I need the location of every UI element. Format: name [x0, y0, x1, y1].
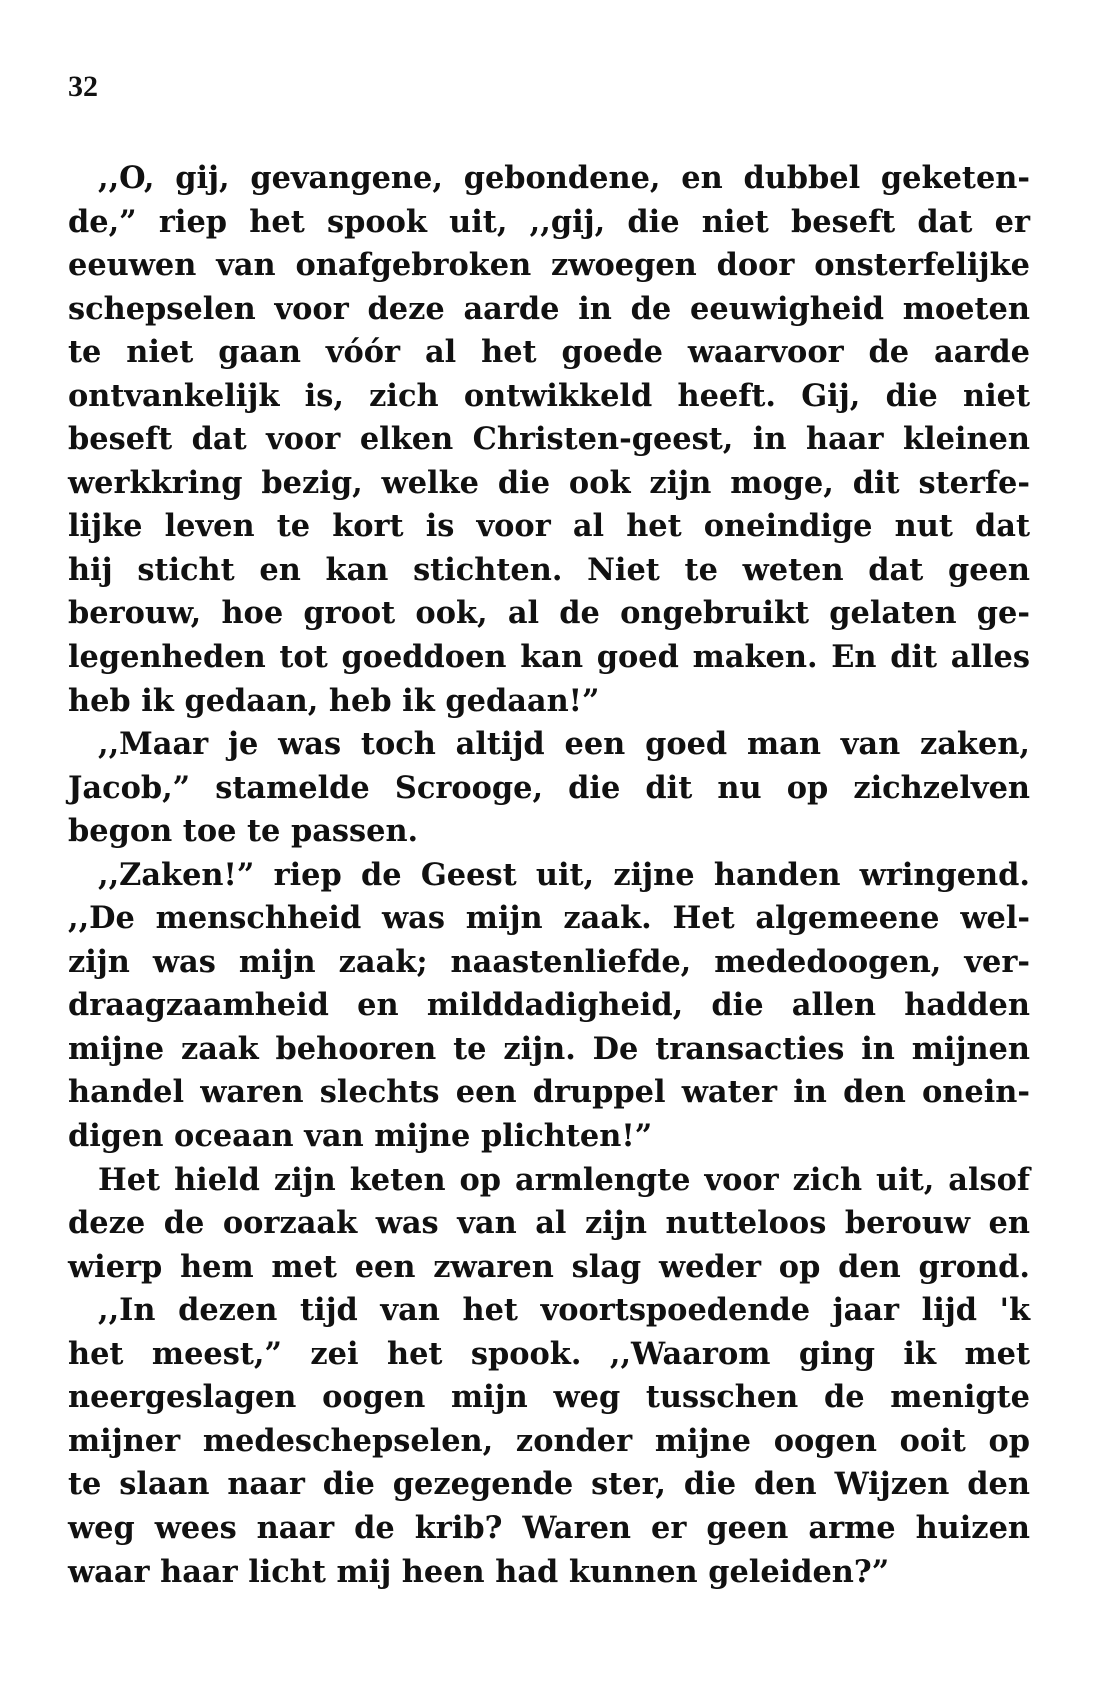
text-line: schepselen voor deze aarde in de eeuwigheid moeten [68, 290, 1030, 327]
text-line: weg wees naar de krib? Waren er geen arme huizen [68, 1509, 1030, 1546]
text-line: handel waren slechts een druppel water in den onein- [68, 1074, 1030, 1111]
text-line: eeuwen van onafgebroken zwoegen door onsterfelijke [68, 247, 1030, 284]
text-line: hij sticht en kan stichten. Niet te weten dat geen [68, 551, 1030, 588]
text-line: waar haar licht mij heen had kunnen geleiden?” [68, 1553, 890, 1590]
text-line: ,,In dezen tijd van het voortspoedende jaar lijd 'k [98, 1292, 1030, 1329]
text-line: ontvankelijk is, zich ontwikkeld heeft. Gij, die niet [68, 377, 1030, 414]
text-line: te niet gaan vóór al het goede waarvoor de aarde [68, 334, 1030, 371]
text-line: zijn was mijn zaak; naastenliefde, mededoogen, ver- [68, 943, 1030, 980]
text-line: werkkring bezig, welke die ook zijn moge, dit sterfe- [68, 464, 1030, 501]
text-line: wierp hem met een zwaren slag weder op den grond. [68, 1248, 1030, 1285]
text-line: ,,O, gij, gevangene, gebondene, en dubbel geketen- [98, 160, 1030, 196]
text-line: ,,De menschheid was mijn zaak. Het algemeene wel- [68, 900, 1030, 937]
text-line: legenheden tot goeddoen kan goed maken. En dit alles [68, 639, 1030, 676]
text-line: de,” riep het spook uit, ,,gij, die niet beseft dat er [68, 203, 1030, 240]
text-line: mijner medeschepselen, zonder mijne oogen ooit op [68, 1422, 1030, 1459]
text-line: mijne zaak behooren te zijn. De transacties in mijnen [68, 1030, 1030, 1067]
text-line: deze de oorzaak was van al zijn nutteloos berouw en [68, 1205, 1030, 1242]
text-line: ,,Zaken!” riep de Geest uit, zijne handen wringend. [98, 856, 1030, 893]
text-line: digen oceaan van mijne plichten!” [68, 1118, 653, 1155]
text-line: te slaan naar die gezegende ster, die den Wijzen den [68, 1466, 1030, 1503]
text-line: begon toe te passen. [68, 813, 419, 850]
text-line: lijke leven te kort is voor al het oneindige nut dat [68, 508, 1030, 545]
text-line: berouw, hoe groot ook, al de ongebruikt gelaten ge- [68, 595, 1030, 632]
text-line: het meest,” zei het spook. ,,Waarom ging ik met [68, 1335, 1030, 1372]
body-text [68, 157, 1030, 1594]
text-line: draagzaamheid en milddadigheid, die allen hadden [68, 987, 1030, 1024]
text-line: Jacob,” stamelde Scrooge, die dit nu op zichzelven [68, 769, 1030, 806]
text-line: neergeslagen oogen mijn weg tusschen de menigte [68, 1379, 1030, 1416]
text-line: ,,Maar je was toch altijd een goed man van zaken, [98, 726, 1030, 763]
text-line: heb ik gedaan, heb ik gedaan!” [68, 682, 600, 719]
text-line: beseft dat voor elken Christen-geest, in haar kleinen [68, 421, 1030, 458]
text-line: Het hield zijn keten op armlengte voor zich uit, alsof [98, 1161, 1030, 1198]
page-number: 32 [68, 70, 98, 103]
